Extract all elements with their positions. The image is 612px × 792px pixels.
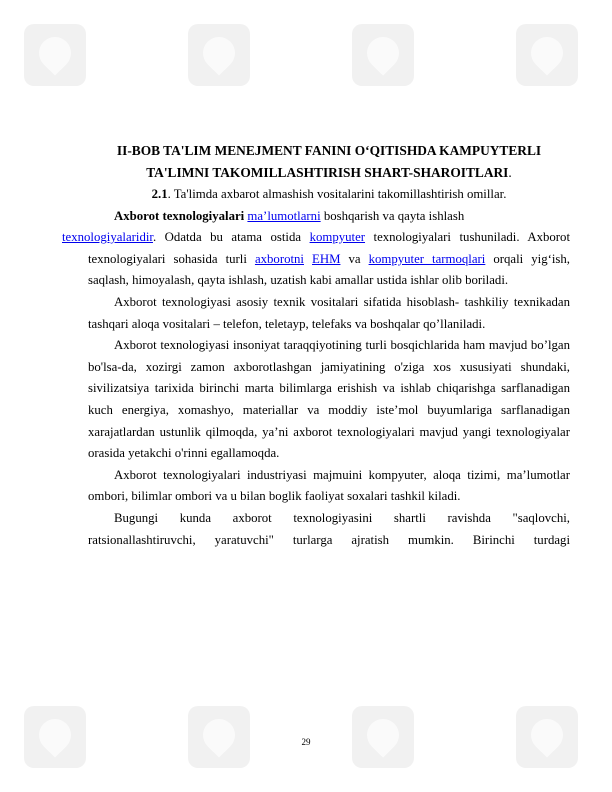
link-kompyuter[interactable]: kompyuter xyxy=(309,230,366,245)
page-number: 29 xyxy=(301,737,311,747)
para1-text-4: va xyxy=(340,251,369,266)
para1-text-1: boshqarish va qayta ishlash xyxy=(320,208,465,223)
chapter-title-period: . xyxy=(508,165,512,180)
link-kompyuter-tarmoqlari[interactable]: kompyuter tarmoqlari xyxy=(368,251,486,266)
link-axborotni[interactable]: axborotni xyxy=(254,251,304,266)
paragraph-1 xyxy=(62,206,571,292)
para1-text-3: texnologiyalari tushuniladi. Axborot texnologiyalari sohasida turli xyxy=(88,230,571,266)
watermark-drop-icon xyxy=(524,712,569,757)
watermark-tile xyxy=(352,24,414,86)
section-title: . Ta'limda axbarot almashish vositalarini takomillashtirish omillar. xyxy=(167,187,507,201)
watermark-drop-icon xyxy=(32,712,77,757)
paragraph-3: Axborot texnologiyasi insoniyat taraqqiyotining turli bosqichlarida ham mavjud bo’lgan bo'lsa-da, xozirgi zamon axborotlashgan jamiyatining o'ziga xos xususiyati shundaki, sivilizatsiya tarixida birinchi marta bilimlarga erishish va ishlab chiqarishga sarflanadigan kuch energiya, xomashyo, materiallar va moddiy iste’mol buyumlariga sarflanadigan xarajatlardan ustunlik qilmoqda, ya’ni axborot texnologiyalari mavjud yangi texnologiyalar orasida yetakchi o'rinni egallamoqda. xyxy=(88,338,570,461)
chapter-title xyxy=(88,140,570,184)
link-ehm[interactable]: EHM xyxy=(312,251,341,266)
watermark-tile xyxy=(516,24,578,86)
paragraph-5: Bugungi kunda axborot texnologiyasini shartli ravishda "saqlovchi, ratsionallashtiruvchi, yaratuvchi" turlarga ajratish mumkin. Birinchi turdagi xyxy=(88,510,570,547)
watermark-drop-icon xyxy=(524,30,569,75)
watermark-tile xyxy=(188,24,250,86)
watermark-drop-icon xyxy=(196,30,241,75)
chapter-title-line1: II-BOB TA'LIM MENEJMENT FANINI O‘QITISHDA KAMPUYTERLI xyxy=(116,143,542,158)
para1-text-5: orqali yig‘ish, saqlash, himoyalash, qayta ishlash, uzatish kabi amallar ustida ishlar olib boriladi. xyxy=(88,251,570,288)
link-malumotlarni[interactable]: ma’lumotlarni xyxy=(247,208,321,223)
watermark-tile xyxy=(24,24,86,86)
para1-text-2: . Odatda bu atama ostida xyxy=(152,230,310,245)
paragraph-2: Axborot texnologiyasi asosiy texnik vositalari sifatida hisoblash- tashkiliy texnikadan tashqari aloqa vositalari – telefon, teletayp, telefaks va boshqalar qo’llaniladi. xyxy=(88,294,570,331)
page-content xyxy=(62,140,571,551)
section-number: 2.1 xyxy=(151,187,168,201)
paragraph-4: Axborot texnologiyalari industriyasi majmuini kompyuter, aloqa tizimi, ma’lumotlar ombori, bilimlar ombori va u bilan boglik faoliyat soxalari tashkil kiladi. xyxy=(88,467,570,504)
watermark-drop-icon xyxy=(360,712,405,757)
watermark-drop-icon xyxy=(360,30,405,75)
term-bold: Axborot texnologiyalari xyxy=(114,208,245,223)
watermark-drop-icon xyxy=(32,30,77,75)
section-heading xyxy=(88,184,570,206)
link-texnologiyalaridir[interactable]: texnologiyalaridir xyxy=(62,230,153,245)
watermark-drop-icon xyxy=(196,712,241,757)
chapter-title-line2: TA'LIMNI TAKOMILLASHTIRISH SHART-SHAROITLARI xyxy=(146,165,509,180)
